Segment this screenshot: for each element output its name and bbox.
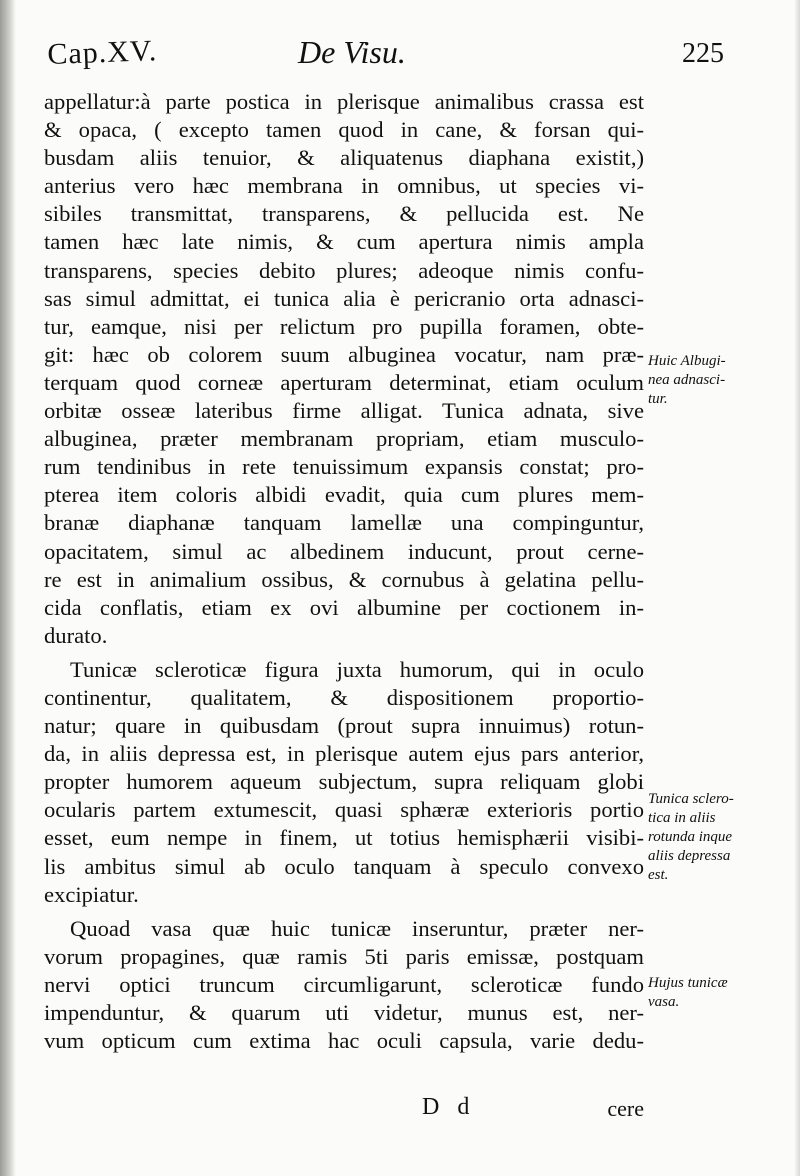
body-text <box>44 88 644 1055</box>
signature-mark: D d <box>422 1094 476 1120</box>
text-line: Tunicæ scleroticæ figura juxta humorum, qui in oculo <box>70 656 644 682</box>
text-line: sibiles transmittat, transparens, & pellucida est. Ne <box>44 201 644 227</box>
margin-note-albuginea <box>648 352 768 409</box>
margin-note-line: aliis depressa <box>648 848 731 864</box>
margin-note-line: tur. <box>648 391 668 407</box>
margin-note-line: rotunda inque <box>648 829 733 845</box>
text-line: busdam aliis tenuior, & aliquatenus diaphana existit,) <box>44 145 644 171</box>
margin-note-line: tica in aliis <box>648 810 716 826</box>
text-line: terquam quod corneæ aperturam determinat, etiam oculum <box>44 369 644 395</box>
running-title: De Visu. <box>298 34 406 70</box>
margin-note-line: Huic Albugi- <box>648 353 726 369</box>
text-line: vorum propagines, quæ ramis 5ti paris emissæ, postquam <box>44 943 644 969</box>
text-line: lis ambitus simul ab oculo tanquam à speculo convexo <box>44 853 644 879</box>
paragraph-1 <box>44 88 644 650</box>
margin-note-line: nea adnasci- <box>648 372 726 388</box>
paragraph-3 <box>44 915 644 1055</box>
text-line: & opaca, ( excepto tamen quod in cane, & forsan qui- <box>44 117 644 143</box>
text-line: albuginea, præter membranam propriam, etiam musculo- <box>44 426 644 452</box>
page-footer <box>44 1094 644 1124</box>
text-line: branæ diaphanæ tanquam lamellæ una compinguntur, <box>44 510 644 536</box>
text-line: esset, eum nempe in finem, ut totius hemisphærii visibi- <box>44 825 644 851</box>
chapter-heading: Cap.XV. <box>46 34 158 72</box>
text-line: tamen hæc late nimis, & cum apertura nimis ampla <box>44 229 644 255</box>
text-line: Quoad vasa quæ huic tunicæ inseruntur, præter ner- <box>70 915 644 941</box>
text-line: impenduntur, & quarum uti videtur, munus est, ner- <box>44 1000 644 1025</box>
page-number: 225 <box>682 38 724 69</box>
text-line: natur; quare in quibusdam (prout supra innuimus) rotun- <box>44 713 644 739</box>
text-line: propter humorem aqueum subjectum, supra reliquam globi <box>44 769 644 795</box>
page-gutter-shadow <box>0 0 16 1176</box>
text-line: excipiatur. <box>44 881 139 907</box>
text-line: git: hæc ob colorem suum albuginea vocatur, nam præ- <box>44 341 644 367</box>
text-line: da, in aliis depressa est, in plerisque autem ejus pars anterior, <box>44 741 644 767</box>
text-line: re est in animalium ossibus, & cornubus à gelatina pellu- <box>44 566 644 592</box>
margin-note-line: vasa. <box>648 994 680 1010</box>
text-line: transparens, species debito plures; adeoque nimis confu- <box>44 257 644 283</box>
margin-note-sclerotica <box>648 790 768 885</box>
text-line: tur, eamque, nisi per relictum pro pupilla foramen, obte- <box>44 313 644 339</box>
page-edge <box>794 0 800 1176</box>
running-header <box>48 28 748 88</box>
text-line: vum opticum cum extima hac oculi capsula, varie dedu- <box>44 1028 644 1054</box>
text-line: nervi optici truncum circumligarunt, scleroticæ fundo <box>44 971 644 997</box>
text-line: orbitæ osseæ lateribus firme alligat. Tunica adnata, sive <box>44 398 644 424</box>
catchword: cere <box>607 1096 644 1121</box>
text-line: pterea item coloris albidi evadit, quia cum plures mem- <box>44 482 644 508</box>
text-line: cida conflatis, etiam ex ovi albumine per coctionem in- <box>44 594 644 620</box>
margin-note-line: est. <box>648 867 669 883</box>
text-line: rum tendinibus in rete tenuissimum expansis constat; pro- <box>44 454 644 480</box>
text-line: continentur, qualitatem, & dispositionem proportio- <box>44 684 644 710</box>
text-line: sas simul admittat, ei tunica alia è pericranio orta adnasci- <box>44 285 644 311</box>
text-line: anterius vero hæc membrana in omnibus, ut species vi- <box>44 173 644 199</box>
paragraph-2 <box>44 656 644 909</box>
text-line: opacitatem, simul ac albedinem inducunt, prout cerne- <box>44 538 644 564</box>
margin-note-line: Tunica sclero- <box>648 791 734 807</box>
text-line: durato. <box>44 622 108 648</box>
margin-note-vasa <box>648 974 768 1012</box>
text-line: ocularis partem extumescit, quasi sphæræ exterioris portio <box>44 797 644 823</box>
text-line: appellatur:à parte postica in plerisque animalibus crassa est <box>44 89 644 114</box>
margin-note-line: Hujus tunicæ <box>648 975 728 991</box>
